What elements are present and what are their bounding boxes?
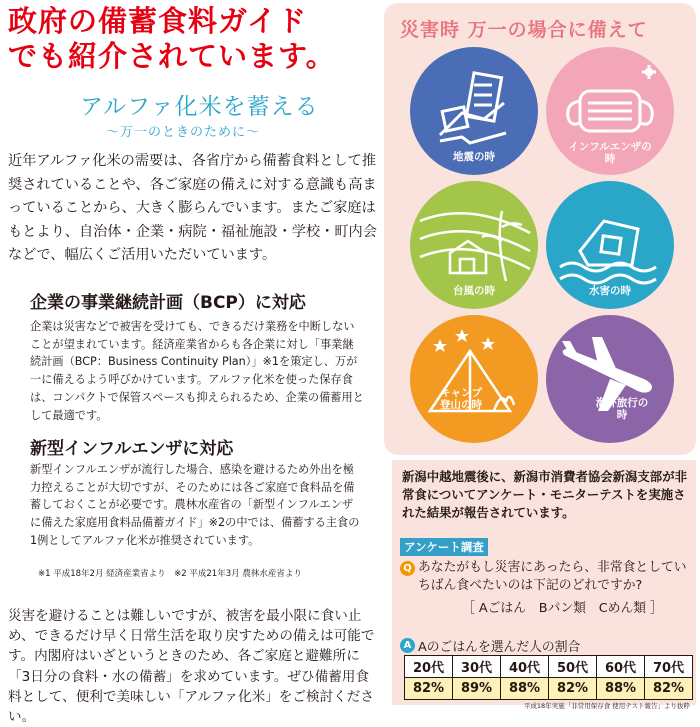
percent-cell: 88%: [501, 678, 549, 700]
camp-tent-icon: [410, 315, 538, 443]
percent-cell: 88%: [597, 678, 645, 700]
headline: [8, 4, 380, 74]
flu-heading: 新型インフルエンザに対応: [30, 439, 234, 459]
age-cell: 30代: [453, 656, 501, 678]
disaster-panel: [384, 3, 696, 455]
camp-label: キャンプ登山の時: [440, 387, 482, 411]
intro-paragraph: 近年アルファ化米の需要は、各省庁から備蓄食料として推奨されていることや、各ご家庭の備えに対する意識も高まっていることから、大きく膨らんでいます。またご家庭はもとより、自治体・企業・病院・福祉施設・学校・町内会などで、幅広くご活用いただいています。: [8, 153, 377, 263]
panel-title: 災害時 万一の場合に備えて: [400, 19, 648, 41]
earthquake-circle: [410, 47, 538, 175]
bcp-heading: 企業の事業継続計画（BCP）に対応: [30, 293, 306, 313]
flood-circle: [546, 181, 674, 309]
typhoon-circle: [410, 181, 538, 309]
bcp-body: 企業は災害などで被害を受けても、できるだけ業務を中断しないことが望まれています。経済産業省からも各企業に対し「事業継続計画（BCP：Business Continuity Plan）」※1を策定し、万が一に備えるよう呼びかけています。アルファ化米を使った保存食は、コンパクトで保管スペースも抑えられるため、企業の備蓄用として最適です。: [30, 320, 364, 422]
travel-label: 海外旅行の時: [595, 397, 649, 421]
survey-panel: [392, 460, 696, 710]
question-options: ［ Aごはん Bパン類 Cめん類 ］: [462, 601, 663, 616]
flu-circle: [546, 47, 674, 175]
survey-source: 平成18年実施「非常用保存食 使用テスト報告」より抜粋: [523, 702, 690, 710]
camp-circle: [410, 315, 538, 443]
age-cell: 20代: [405, 656, 453, 678]
percent-cell: 82%: [645, 678, 693, 700]
age-cell: 70代: [645, 656, 693, 678]
age-cell: 60代: [597, 656, 645, 678]
flood-label: 水害の時: [589, 285, 631, 297]
headline-line-1: 政府の備蓄食料ガイド: [8, 4, 308, 38]
table-row-ages: [405, 656, 693, 678]
survey-intro: 新潟中越地震後に、新潟市消費者協会新潟支部が非常食についてアンケート・モニターテストを実施された結果が報告されています。: [402, 469, 687, 520]
question-icon: Q: [400, 561, 415, 576]
survey-table: [404, 655, 693, 700]
survey-tag: アンケート調査: [400, 538, 488, 556]
percent-cell: 82%: [549, 678, 597, 700]
flu-body: 新型インフルエンザが流行した場合、感染を避けるため外出を極力控えることが大切ですが、そのためには各ご家庭で食料品を備蓄しておくことが必要です。農林水産省の「新型インフルエンザに備えた家庭用食料品備蓄ガイド」※2の中では、備蓄する主食の1例としてアルファ化米が推奨されています。: [30, 463, 360, 547]
age-cell: 40代: [501, 656, 549, 678]
typhoon-label: 台風の時: [453, 285, 495, 297]
table-row-percents: [405, 678, 693, 700]
alpha-title: アルファ化米を蓄える: [80, 94, 319, 120]
percent-cell: 89%: [453, 678, 501, 700]
earthquake-label: 地震の時: [453, 151, 495, 163]
airplane-icon: [546, 315, 674, 443]
closing-paragraph: 災害を避けることは難しいですが、被害を最小限に食い止め、できるだけ早く日常生活を取り戻すための備えは可能です。内閣府はいざというときのため、各ご家庭と避難所に「3日分の食料・水の備蓄」を求めています。ぜひ備蓄用食料として、便利で美味しい「アルファ化米」をご検討ください。: [8, 608, 375, 726]
answer-text: Aのごはんを選んだ人の割合: [418, 640, 581, 655]
headline-line-2: でも紹介されています。: [8, 39, 336, 73]
answer-icon: A: [400, 638, 415, 653]
alpha-subtitle: ～万一のときのために～: [106, 125, 261, 140]
travel-circle: [546, 315, 674, 443]
flu-label: インフルエンザの時: [568, 141, 652, 165]
footnote: ※1 平成18年2月 経済産業省より ※2 平成21年3月 農林水産省より: [38, 569, 302, 579]
age-cell: 50代: [549, 656, 597, 678]
percent-cell: 82%: [405, 678, 453, 700]
question-text: あなたがもし災害にあったら、非常食としていちばん食べたいのは下記のどれですか?: [418, 560, 687, 593]
